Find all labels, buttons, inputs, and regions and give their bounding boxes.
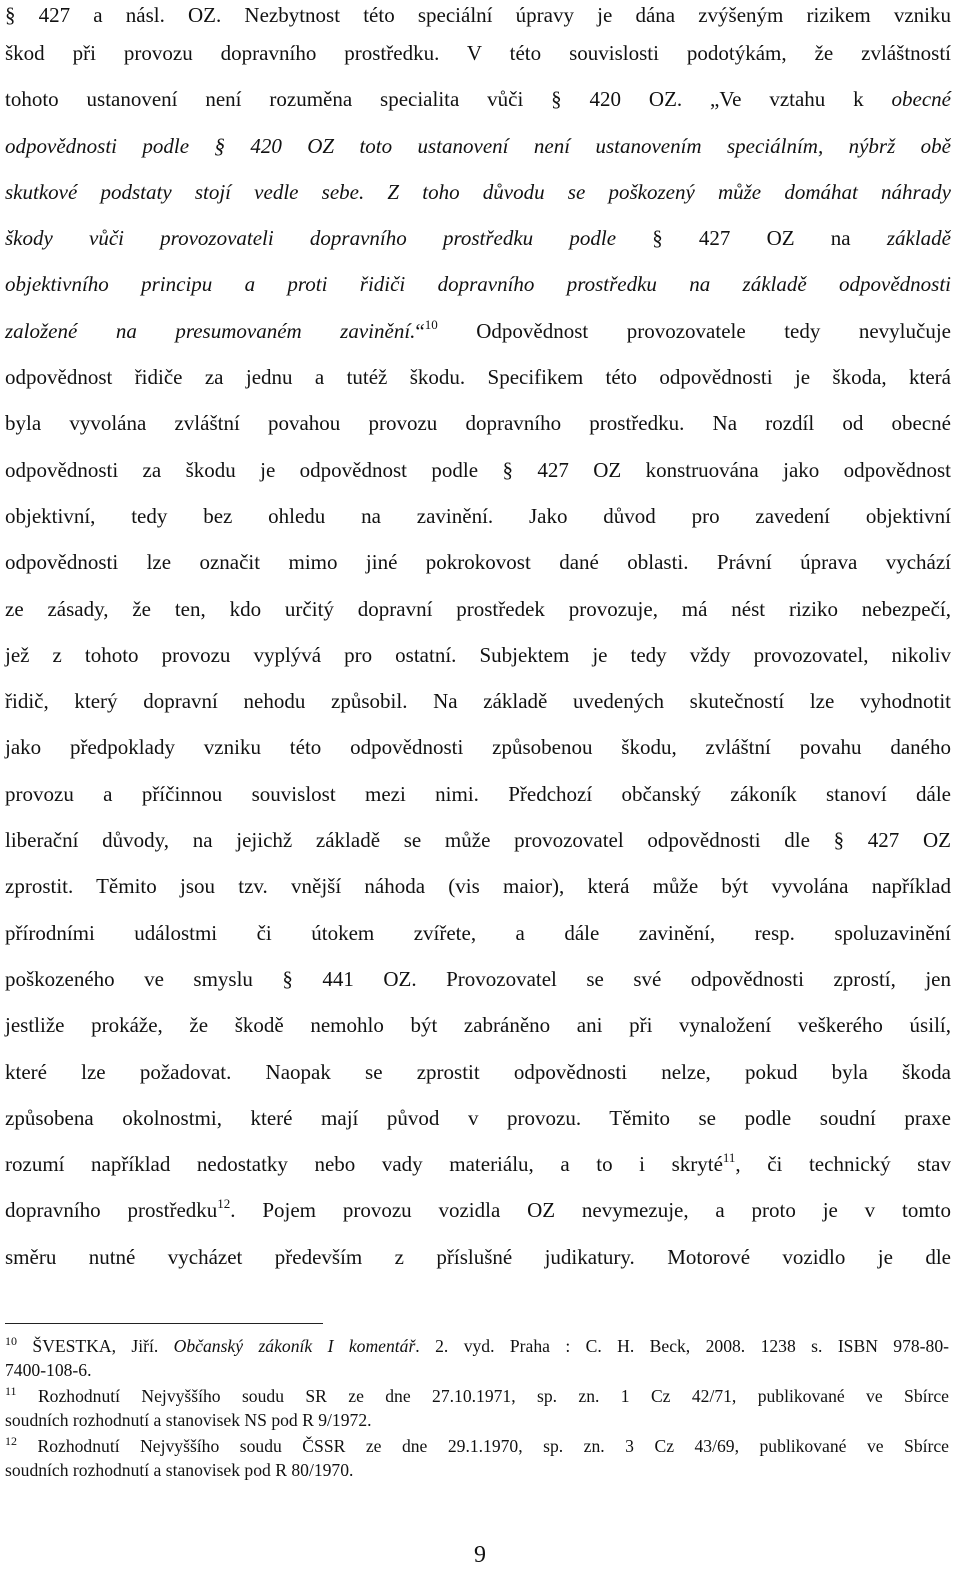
italic-text: objektivního principu a proti řidiči dopravního prostředku na základě odpovědnosti xyxy=(5,272,951,297)
body-text xyxy=(5,0,951,1280)
text-line xyxy=(5,910,951,956)
text-line xyxy=(5,0,951,30)
text-line xyxy=(5,354,951,400)
italic-text: základě xyxy=(886,226,951,251)
text-span: byla vyvolána zvláštní povahou provozu dopravního prostředku. Na rozdíl od obecné xyxy=(5,411,951,436)
text-span: které lze požadovat. Naopak se zprostit odpovědnosti nelze, pokud byla škoda xyxy=(5,1059,951,1084)
text-span: soudních rozhodnutí a stanovisek pod R 80/1970. xyxy=(5,1460,354,1480)
text-line xyxy=(5,30,951,76)
text-span: jež z tohoto provozu vyplývá pro ostatní. Subjektem je tedy vždy provozovatel, nikoliv xyxy=(5,642,951,667)
footnote-line xyxy=(5,1384,949,1408)
footnote-line xyxy=(5,1458,949,1482)
text-span: rozumí například nedostatky nebo vady materiálu, a to i skryté xyxy=(5,1152,723,1177)
text-span: odpovědnosti za škodu je odpovědnost podle § 427 OZ konstruována jako odpovědnost xyxy=(5,457,951,482)
text-line xyxy=(5,123,951,169)
text-line xyxy=(5,678,951,724)
footnote xyxy=(5,1434,949,1482)
text-span: § 427 OZ na xyxy=(652,226,887,251)
text-line xyxy=(5,1187,951,1233)
text-line xyxy=(5,1049,951,1095)
italic-text: odpovědnosti podle § 420 OZ toto ustanovení není ustanovením speciálním, nýbrž obě xyxy=(5,133,951,158)
text-span: přírodními událostmi či útokem zvířete, a dále zavinění, resp. spoluzavinění xyxy=(5,920,951,945)
text-line xyxy=(5,261,951,307)
text-span: 7400-108-6. xyxy=(5,1360,92,1380)
italic-text: obecné xyxy=(891,87,951,112)
text-span: jako předpoklady vzniku této odpovědnosti způsobenou škodu, zvláštní povahu daného xyxy=(5,735,951,760)
italic-text: skutkové podstaty stojí vedle sebe. Z toho důvodu se poškozený může domáhat náhrady xyxy=(5,179,951,204)
text-line xyxy=(5,1234,951,1280)
text-span: způsobena okolnostmi, které mají původ v provozu. Těmito se podle soudní praxe xyxy=(5,1105,951,1130)
text-span: tohoto ustanovení není rozuměna specialita vůči § 420 OZ. „Ve vztahu k xyxy=(5,87,892,112)
footnote-line xyxy=(5,1334,949,1358)
text-line xyxy=(5,539,951,585)
text-span: dopravního prostředku xyxy=(5,1198,218,1223)
footnote-separator xyxy=(5,1323,323,1324)
text-line xyxy=(5,447,951,493)
text-line xyxy=(5,308,951,354)
text-span: poškozeného ve smyslu § 441 OZ. Provozovatel se své odpovědnosti zprostí, jen xyxy=(5,966,951,991)
text-span: jestliže prokáže, že škodě nemohlo být zabráněno ani při vynaložení veškerého úsilí, xyxy=(5,1013,951,1038)
text-line xyxy=(5,586,951,632)
text-span: liberační důvody, na jejichž základě se může provozovatel odpovědnosti dle § 427 OZ xyxy=(5,828,951,853)
footnotes xyxy=(5,1334,949,1484)
text-span: . Pojem provozu vozidla OZ nevymezuje, a proto je v tomto xyxy=(230,1198,951,1223)
text-line xyxy=(5,632,951,678)
text-line xyxy=(5,724,951,770)
text-span: zprostit. Těmito jsou tzv. vnější náhoda (vis maior), která může být vyvolána například xyxy=(5,874,951,899)
text-span: odpovědnosti lze označit mimo jiné pokrokovost dané oblasti. Právní úprava vychází xyxy=(5,550,951,575)
footnote-line xyxy=(5,1408,949,1432)
text-line xyxy=(5,169,951,215)
text-line xyxy=(5,493,951,539)
text-span: provozu a příčinnou souvislost mezi nimi. Předchozí občanský zákoník stanoví dále xyxy=(5,781,951,806)
text-line xyxy=(5,956,951,1002)
text-line xyxy=(5,76,951,122)
text-span: ze zásady, že ten, kdo určitý dopravní prostředek provozuje, má nést riziko nebezpečí, xyxy=(5,596,951,621)
text-span: . 2. vyd. Praha : C. H. Beck, 2008. 1238 s. ISBN 978-80- xyxy=(415,1336,949,1356)
text-line xyxy=(5,863,951,909)
text-span: směru nutné vycházet především z příslušné judikatury. Motorové vozidlo je dle xyxy=(5,1244,951,1269)
text-span: “ xyxy=(415,318,425,343)
text-span: objektivní, tedy bez ohledu na zavinění. Jako důvod pro zavedení objektivní xyxy=(5,503,951,528)
text-span: Rozhodnutí Nejvyššího soudu ČSSR ze dne 29.1.1970, sp. zn. 3 Cz 43/69, publikované ve Sbírce xyxy=(37,1436,949,1456)
italic-text: škody vůči provozovateli dopravního prostředku podle xyxy=(5,226,653,251)
footnote-number: 12 xyxy=(5,1434,17,1448)
footnote-reference: 12 xyxy=(217,1196,231,1212)
text-line xyxy=(5,1002,951,1048)
italic-text: založené na presumovaném zavinění. xyxy=(5,318,416,343)
text-span: ŠVESTKA, Jiří. xyxy=(32,1336,174,1356)
text-span: řidič, který dopravní nehodu způsobil. Na základě uvedených skutečností lze vyhodnotit xyxy=(5,689,951,714)
text-line xyxy=(5,215,951,261)
text-span: odpovědnost řidiče za jednu a tutéž škodu. Specifikem této odpovědnosti je škoda, která xyxy=(5,365,951,390)
text-span: soudních rozhodnutí a stanovisek NS pod R 9/1972. xyxy=(5,1410,372,1430)
footnote xyxy=(5,1384,949,1432)
footnote-line xyxy=(5,1358,949,1382)
text-line xyxy=(5,400,951,446)
italic-text: Občanský zákoník I komentář xyxy=(173,1336,416,1356)
footnote xyxy=(5,1334,949,1382)
text-line xyxy=(5,817,951,863)
text-span: , či technický stav xyxy=(735,1152,951,1177)
text-line xyxy=(5,1141,951,1187)
footnote-reference: 11 xyxy=(722,1150,736,1166)
footnote-number: 11 xyxy=(5,1384,17,1398)
footnote-reference: 10 xyxy=(424,316,438,332)
page-number: 9 xyxy=(474,1542,486,1568)
text-span: Rozhodnutí Nejvyššího soudu SR ze dne 27.10.1971, sp. zn. 1 Cz 42/71, publikované ve Sbírce xyxy=(37,1386,949,1406)
text-span: Odpovědnost provozovatele tedy nevylučuje xyxy=(437,318,951,343)
text-span: škod při provozu dopravního prostředku. V této souvislosti podotýkám, že zvláštností xyxy=(5,41,951,65)
text-line xyxy=(5,771,951,817)
footnote-line xyxy=(5,1434,949,1458)
text-line xyxy=(5,1095,951,1141)
text-span: § 427 a násl. OZ. Nezbytnost této speciální úpravy je dána zvýšeným rizikem vzniku xyxy=(5,3,951,27)
footnote-number: 10 xyxy=(5,1334,17,1348)
